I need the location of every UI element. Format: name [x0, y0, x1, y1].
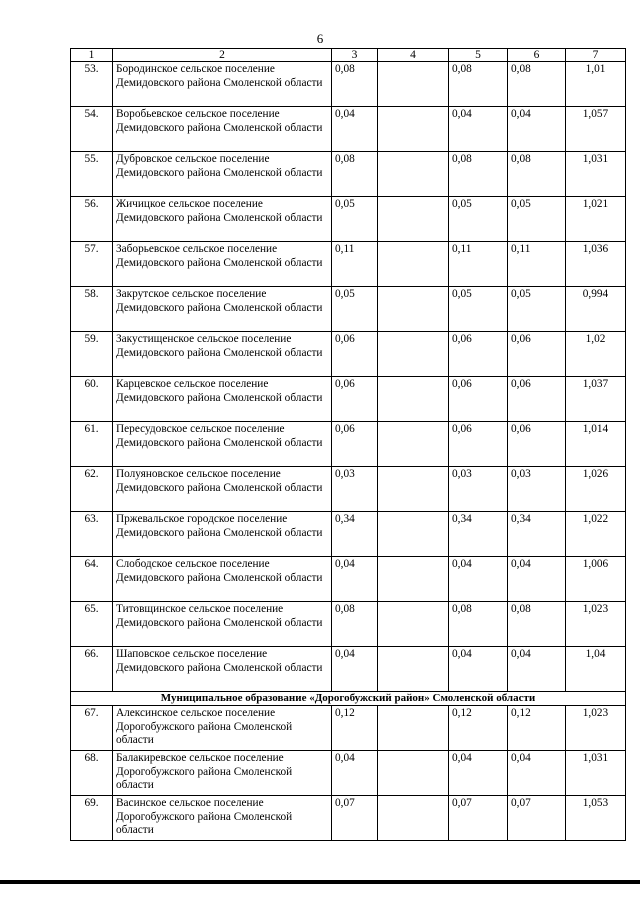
- settlement-name: Дубровское сельское поселение Демидовского района Смоленской области: [113, 152, 332, 197]
- row-number: 55.: [71, 152, 113, 197]
- settlement-name: Бородинское сельское поселение Демидовского района Смоленской области: [113, 62, 332, 107]
- col3-value: 0,06: [332, 332, 378, 377]
- table-row: [71, 152, 626, 197]
- col3-value: 0,08: [332, 602, 378, 647]
- col6-value: 0,34: [508, 512, 566, 557]
- table-row: [71, 467, 626, 512]
- table-row: [71, 62, 626, 107]
- col7-value: 1,006: [566, 557, 626, 602]
- col3-value: 0,05: [332, 197, 378, 242]
- col3-value: 0,12: [332, 706, 378, 751]
- col4-value: [378, 647, 449, 692]
- col7-value: 1,031: [566, 751, 626, 796]
- col6-value: 0,04: [508, 557, 566, 602]
- col4-value: [378, 796, 449, 841]
- row-number: 61.: [71, 422, 113, 467]
- col3-value: 0,08: [332, 62, 378, 107]
- col4-value: [378, 197, 449, 242]
- col5-value: 0,08: [449, 602, 508, 647]
- settlement-name: Шаповское сельское поселение Демидовского района Смоленской области: [113, 647, 332, 692]
- table-row: [71, 107, 626, 152]
- column-header-3: 3: [332, 49, 378, 62]
- col6-value: 0,11: [508, 242, 566, 287]
- row-number: 59.: [71, 332, 113, 377]
- col7-value: 1,022: [566, 512, 626, 557]
- col7-value: 1,04: [566, 647, 626, 692]
- column-header-2: 2: [113, 49, 332, 62]
- col5-value: 0,04: [449, 557, 508, 602]
- column-header-1: 1: [71, 49, 113, 62]
- col5-value: 0,04: [449, 647, 508, 692]
- row-number: 66.: [71, 647, 113, 692]
- settlement-name: Балакиревское сельское поселение Дорогобужского района Смоленской области: [113, 751, 332, 796]
- row-number: 69.: [71, 796, 113, 841]
- table-row: [71, 377, 626, 422]
- row-number: 62.: [71, 467, 113, 512]
- col4-value: [378, 332, 449, 377]
- row-number: 64.: [71, 557, 113, 602]
- settlement-name: Пржевальское городское поселение Демидовского района Смоленской области: [113, 512, 332, 557]
- col5-value: 0,05: [449, 197, 508, 242]
- row-number: 68.: [71, 751, 113, 796]
- table-row: [71, 557, 626, 602]
- table-row: [71, 332, 626, 377]
- row-number: 63.: [71, 512, 113, 557]
- table-row: [71, 647, 626, 692]
- col4-value: [378, 706, 449, 751]
- col3-value: 0,34: [332, 512, 378, 557]
- header-row: [71, 49, 626, 62]
- settlement-name: Пересудовское сельское поселение Демидовского района Смоленской области: [113, 422, 332, 467]
- settlement-name: Закрутское сельское поселение Демидовского района Смоленской области: [113, 287, 332, 332]
- col5-value: 0,06: [449, 377, 508, 422]
- col5-value: 0,08: [449, 62, 508, 107]
- table-row: [71, 706, 626, 751]
- col3-value: 0,06: [332, 377, 378, 422]
- row-number: 53.: [71, 62, 113, 107]
- col5-value: 0,04: [449, 107, 508, 152]
- col6-value: 0,08: [508, 152, 566, 197]
- row-number: 60.: [71, 377, 113, 422]
- data-table: [70, 48, 626, 841]
- col5-value: 0,11: [449, 242, 508, 287]
- col5-value: 0,12: [449, 706, 508, 751]
- col4-value: [378, 512, 449, 557]
- column-header-6: 6: [508, 49, 566, 62]
- row-number: 65.: [71, 602, 113, 647]
- col7-value: 0,994: [566, 287, 626, 332]
- row-number: 58.: [71, 287, 113, 332]
- table-row: [71, 751, 626, 796]
- col4-value: [378, 62, 449, 107]
- col5-value: 0,06: [449, 422, 508, 467]
- row-number: 67.: [71, 706, 113, 751]
- settlement-name: Жичицкое сельское поселение Демидовского района Смоленской области: [113, 197, 332, 242]
- col6-value: 0,06: [508, 332, 566, 377]
- col3-value: 0,04: [332, 751, 378, 796]
- col6-value: 0,03: [508, 467, 566, 512]
- col5-value: 0,04: [449, 751, 508, 796]
- col5-value: 0,34: [449, 512, 508, 557]
- col5-value: 0,03: [449, 467, 508, 512]
- settlement-name: Закустищенское сельское поселение Демидовского района Смоленской области: [113, 332, 332, 377]
- table-row: [71, 422, 626, 467]
- col6-value: 0,06: [508, 422, 566, 467]
- col7-value: 1,031: [566, 152, 626, 197]
- col3-value: 0,04: [332, 557, 378, 602]
- col5-value: 0,08: [449, 152, 508, 197]
- col3-value: 0,03: [332, 467, 378, 512]
- col4-value: [378, 242, 449, 287]
- col6-value: 0,07: [508, 796, 566, 841]
- col4-value: [378, 377, 449, 422]
- col4-value: [378, 152, 449, 197]
- col4-value: [378, 751, 449, 796]
- bottom-rule: [0, 880, 640, 884]
- col3-value: 0,11: [332, 242, 378, 287]
- column-header-5: 5: [449, 49, 508, 62]
- col4-value: [378, 422, 449, 467]
- col7-value: 1,02: [566, 332, 626, 377]
- row-number: 54.: [71, 107, 113, 152]
- settlement-name: Заборьевское сельское поселение Демидовского района Смоленской области: [113, 242, 332, 287]
- col7-value: 1,023: [566, 602, 626, 647]
- col3-value: 0,05: [332, 287, 378, 332]
- table-row: [71, 242, 626, 287]
- col6-value: 0,04: [508, 647, 566, 692]
- row-number: 56.: [71, 197, 113, 242]
- settlement-name: Слободское сельское поселение Демидовского района Смоленской области: [113, 557, 332, 602]
- col6-value: 0,12: [508, 706, 566, 751]
- settlement-name: Полуяновское сельское поселение Демидовского района Смоленской области: [113, 467, 332, 512]
- col6-value: 0,04: [508, 751, 566, 796]
- col5-value: 0,05: [449, 287, 508, 332]
- col7-value: 1,014: [566, 422, 626, 467]
- column-header-7: 7: [566, 49, 626, 62]
- col3-value: 0,04: [332, 107, 378, 152]
- col7-value: 1,023: [566, 706, 626, 751]
- section-row: [71, 692, 626, 706]
- col3-value: 0,06: [332, 422, 378, 467]
- col4-value: [378, 602, 449, 647]
- col6-value: 0,04: [508, 107, 566, 152]
- settlement-name: Карцевское сельское поселение Демидовского района Смоленской области: [113, 377, 332, 422]
- settlement-name: Алексинское сельское поселение Дорогобужского района Смоленской области: [113, 706, 332, 751]
- section-title: Муниципальное образование «Дорогобужский район» Смоленской области: [71, 692, 626, 706]
- col7-value: 1,053: [566, 796, 626, 841]
- col4-value: [378, 467, 449, 512]
- settlement-name: Воробьевское сельское поселение Демидовского района Смоленской области: [113, 107, 332, 152]
- col6-value: 0,05: [508, 287, 566, 332]
- col6-value: 0,08: [508, 602, 566, 647]
- col6-value: 0,08: [508, 62, 566, 107]
- col7-value: 1,037: [566, 377, 626, 422]
- col4-value: [378, 107, 449, 152]
- col3-value: 0,08: [332, 152, 378, 197]
- col5-value: 0,07: [449, 796, 508, 841]
- table-row: [71, 287, 626, 332]
- col7-value: 1,036: [566, 242, 626, 287]
- col3-value: 0,04: [332, 647, 378, 692]
- page-number: 6: [316, 31, 324, 46]
- col7-value: 1,057: [566, 107, 626, 152]
- col7-value: 1,026: [566, 467, 626, 512]
- settlement-name: Титовщинское сельское поселение Демидовского района Смоленской области: [113, 602, 332, 647]
- col6-value: 0,05: [508, 197, 566, 242]
- table-row: [71, 197, 626, 242]
- table-row: [71, 602, 626, 647]
- settlement-name: Васинское сельское поселение Дорогобужского района Смоленской области: [113, 796, 332, 841]
- col7-value: 1,021: [566, 197, 626, 242]
- table-row: [71, 796, 626, 841]
- row-number: 57.: [71, 242, 113, 287]
- col6-value: 0,06: [508, 377, 566, 422]
- col7-value: 1,01: [566, 62, 626, 107]
- col4-value: [378, 287, 449, 332]
- col4-value: [378, 557, 449, 602]
- col3-value: 0,07: [332, 796, 378, 841]
- table-row: [71, 512, 626, 557]
- column-header-4: 4: [378, 49, 449, 62]
- col5-value: 0,06: [449, 332, 508, 377]
